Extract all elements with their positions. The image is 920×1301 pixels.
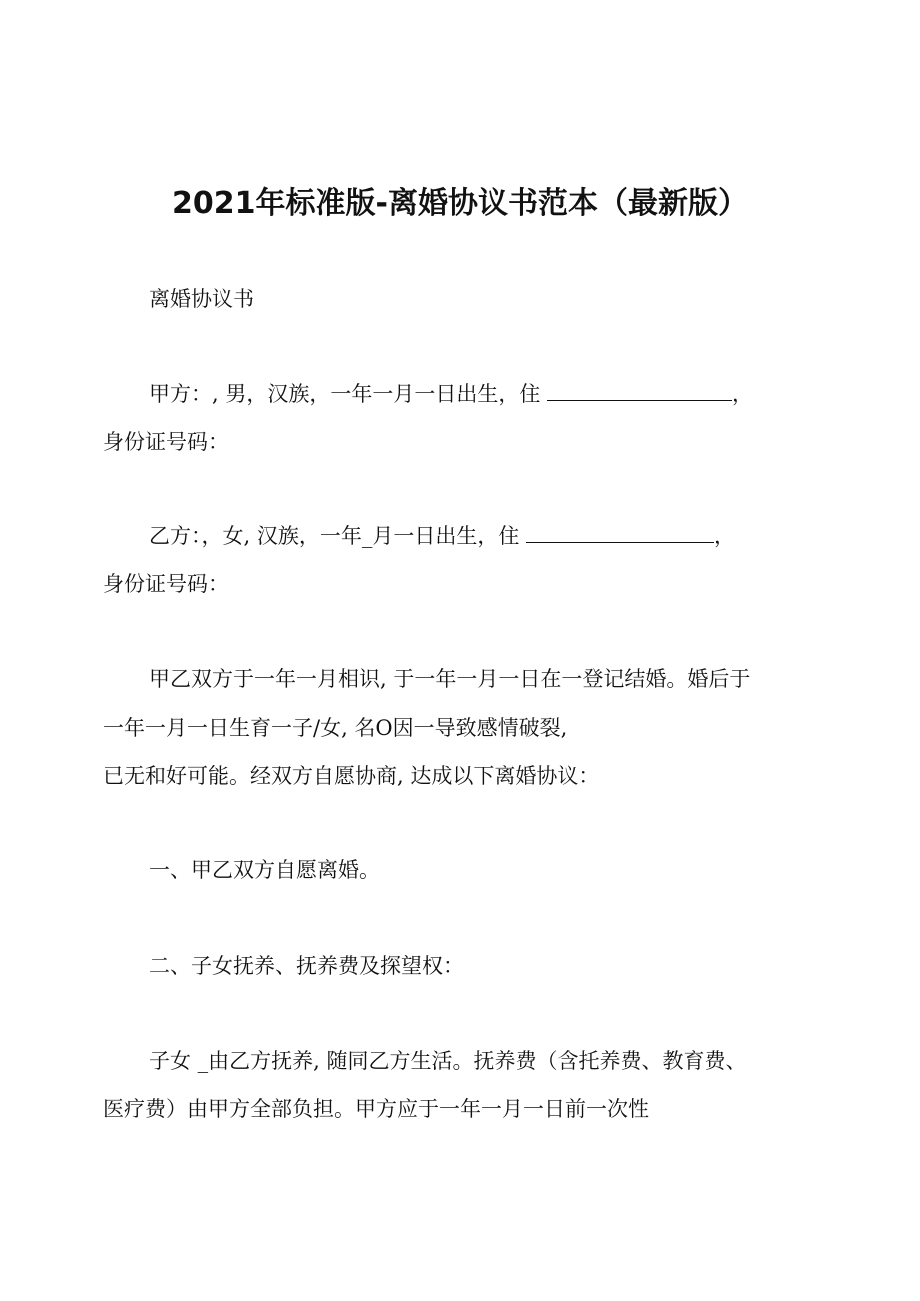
party-a-line	[149, 382, 753, 406]
party-a-text: 甲方：, 男，汉族，一年一月一日出生，住	[149, 382, 541, 406]
clause-2-line-2: 医疗费）由甲方全部负担。甲方应于一年一月一日前一次性	[103, 1097, 649, 1121]
document-title: 2021年标准版-离婚协议书范本（最新版）	[172, 186, 748, 221]
address-blank	[526, 524, 714, 543]
background-line-3: 已无和好可能。经双方自愿协商, 达成以下离婚协议：	[103, 764, 600, 788]
agreement-heading: 离婚协议书	[149, 287, 254, 311]
address-blank	[547, 382, 732, 401]
clause-1: 一、甲乙双方自愿离婚。	[149, 858, 380, 882]
party-a-comma: ，	[732, 382, 754, 406]
clause-2-heading: 二、子女抚养、抚养费及探望权：	[149, 954, 464, 978]
background-line-1: 甲乙双方于一年一月相识, 于一年一月一日在一登记结婚。婚后于	[149, 667, 751, 691]
party-b-comma: ，	[714, 524, 736, 548]
background-line-2: 一年一月一日生育一子/女, 名O因一导致感情破裂,	[103, 716, 568, 740]
party-a-id-label: 身份证号码：	[103, 430, 229, 454]
party-b-id-label: 身份证号码：	[103, 572, 229, 596]
party-b-line	[149, 524, 735, 548]
party-b-text: 乙方：，女, 汉族，一年_月一日出生，住	[149, 524, 520, 548]
clause-2-line-1: 子女 _由乙方抚养, 随同乙方生活。抚养费（含托养费、教育费、	[149, 1049, 747, 1073]
